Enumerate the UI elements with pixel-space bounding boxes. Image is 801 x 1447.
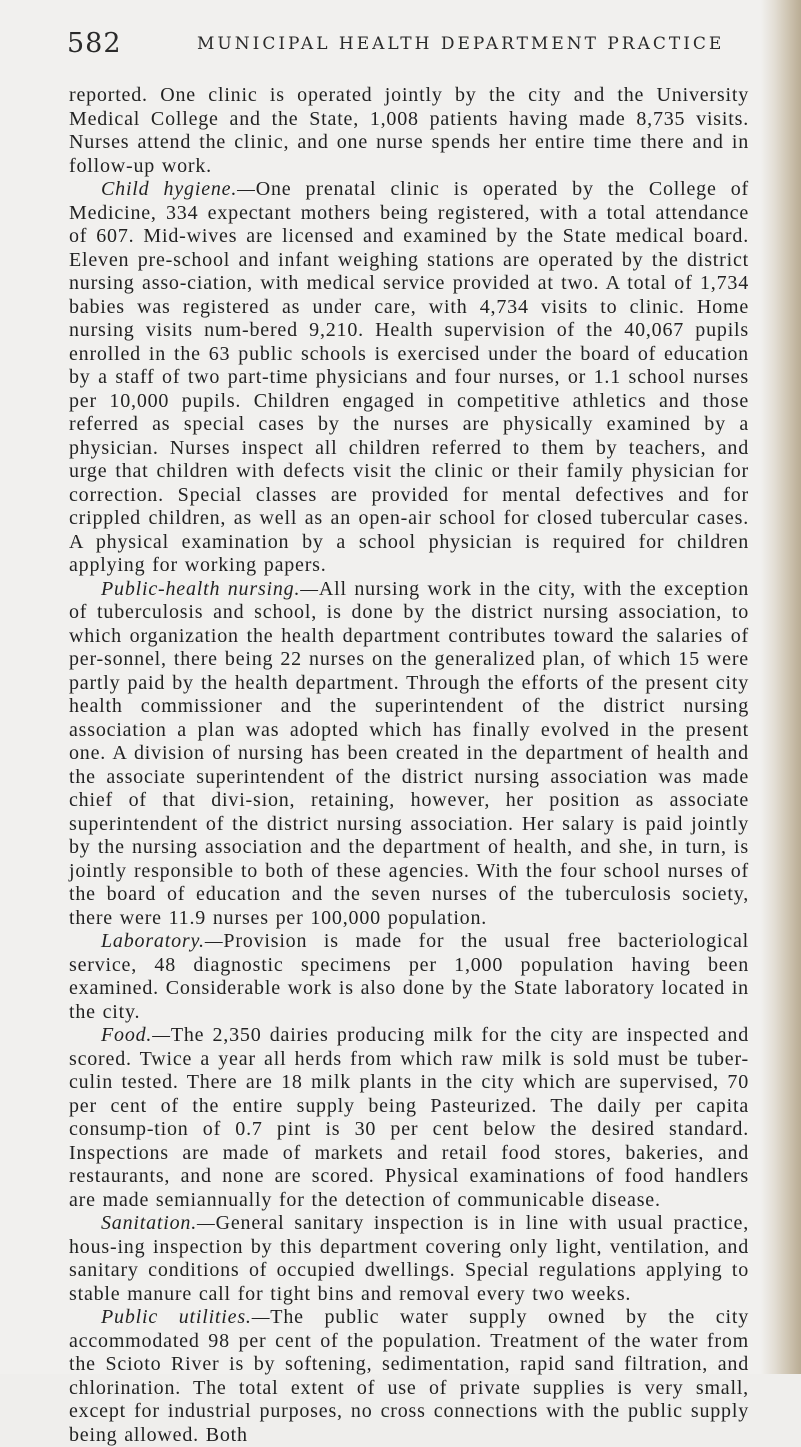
section-heading-public-health-nursing: Public-health nursing.— <box>101 577 319 600</box>
paragraph-laboratory <box>69 930 749 1024</box>
paragraph-public-utilities <box>69 1306 749 1447</box>
page-edge-shadow <box>761 0 801 1374</box>
running-head: MUNICIPAL HEALTH DEPARTMENT PRACTICE <box>197 34 725 54</box>
section-heading-food: Food.— <box>101 1024 171 1046</box>
section-heading-laboratory: Laboratory.— <box>101 930 224 952</box>
paragraph-text: General sanitary inspection is in line with usual practice, hous-ing inspection by this department covering only light, ventilation, and sanitary conditions of occupied dwellings. Special regulations applying to stable manure call for tight bins and removal every two weeks. <box>69 1212 749 1305</box>
paragraph-reported <box>69 84 749 178</box>
page-header <box>67 28 747 68</box>
paragraph-text: All nursing work in the city, with the exception of tuberculosis and school, is done by the district nursing association, to which organization the health department contributes toward the salaries of per-sonnel, there being 22 nurses on the generalized plan, of which 15 were partly paid by the health department. Through the efforts of the present city health commissioner and the superintendent of the district nursing association a plan was adopted which has finally evolved in the present one. A division of nursing has been created in the department of health and the associate superintendent of the district nursing association was made chief of that divi-sion, retaining, however, her position as associate superintendent of the district nursing association. Her salary is paid jointly by the nursing association and the department of health, and she, in turn, is jointly responsible to both of these agencies. With the four school nurses of the board of education and the seven nurses of the tuberculosis society, there were 11.9 nurses per 100,000 population. <box>69 577 749 929</box>
section-heading-sanitation: Sanitation.— <box>101 1212 216 1234</box>
paragraph-text: Provision is made for the usual free bacteriological service, 48 diagnostic specimens per 1,000 population having been examined. Considerable work is also done by the State laboratory located in the city. <box>69 930 749 1023</box>
paragraph-child-hygiene <box>69 178 749 578</box>
page-number: 582 <box>67 28 122 59</box>
paragraph-text: The 2,350 dairies producing milk for the city are inspected and scored. Twice a year all herds from which raw milk is sold must be tuber-culin tested. There are 18 milk plants in the city which are supervised, 70 per cent of the entire supply being Pasteurized. The daily per capita consump-tion of 0.7 pint is 30 per cent below the desired standard. Inspections are made of markets and retail food stores, bakeries, and restaurants, and none are scored. Physical examinations of food handlers are made semiannually for the detection of communicable disease. <box>69 1024 749 1211</box>
section-heading-public-utilities: Public utilities.— <box>101 1306 271 1328</box>
paragraph-text: One prenatal clinic is operated by the College of Medicine, 334 expectant mothers being registered, with a total attendance of 607. Mid-wives are licensed and examined by the State medical board. Eleven pre-school and infant weighing stations are operated by the district nursing asso-ciation, with medical service provided at two. A total of 1,734 babies was registered as under care, with 4,734 visits to clinic. Home nursing visits num-bered 9,210. Health supervision of the 40,067 pupils enrolled in the 63 public schools is exercised under the board of education by a staff of two part-time physicians and four nurses, or 1.1 school nurses per 10,000 pupils. Children engaged in competitive athletics and those referred as special cases by the nurses are physically examined by a physician. Nurses inspect all children referred to them by teachers, and urge that children with defects visit the clinic or their family physician for correction. Special classes are provided for mental defectives and for crippled children, as well as an open-air school for closed tubercular cases. A physical examination by a school physician is required for children applying for working papers. <box>69 178 749 576</box>
section-heading-child-hygiene: Child hygiene.— <box>101 178 256 200</box>
paragraph-text: reported. One clinic is operated jointly by the city and the University Medical College and the State, 1,008 patients having made 8,735 visits. Nurses attend the clinic, and one nurse spends her entire time there and in follow-up work. <box>69 84 749 177</box>
body-text <box>69 84 749 1447</box>
paragraph-food <box>69 1024 749 1212</box>
paragraph-text: The public water supply owned by the city accommodated 98 per cent of the population. Treatment of the water from the Scioto River is by softening, sedimentation, rapid sand filtration, and chlorination. The total extent of use of private supplies is very small, except for industrial purposes, no cross connections with the public supply being allowed. Both <box>69 1306 749 1446</box>
paragraph-sanitation <box>69 1212 749 1306</box>
paragraph-public-health-nursing <box>69 578 749 931</box>
